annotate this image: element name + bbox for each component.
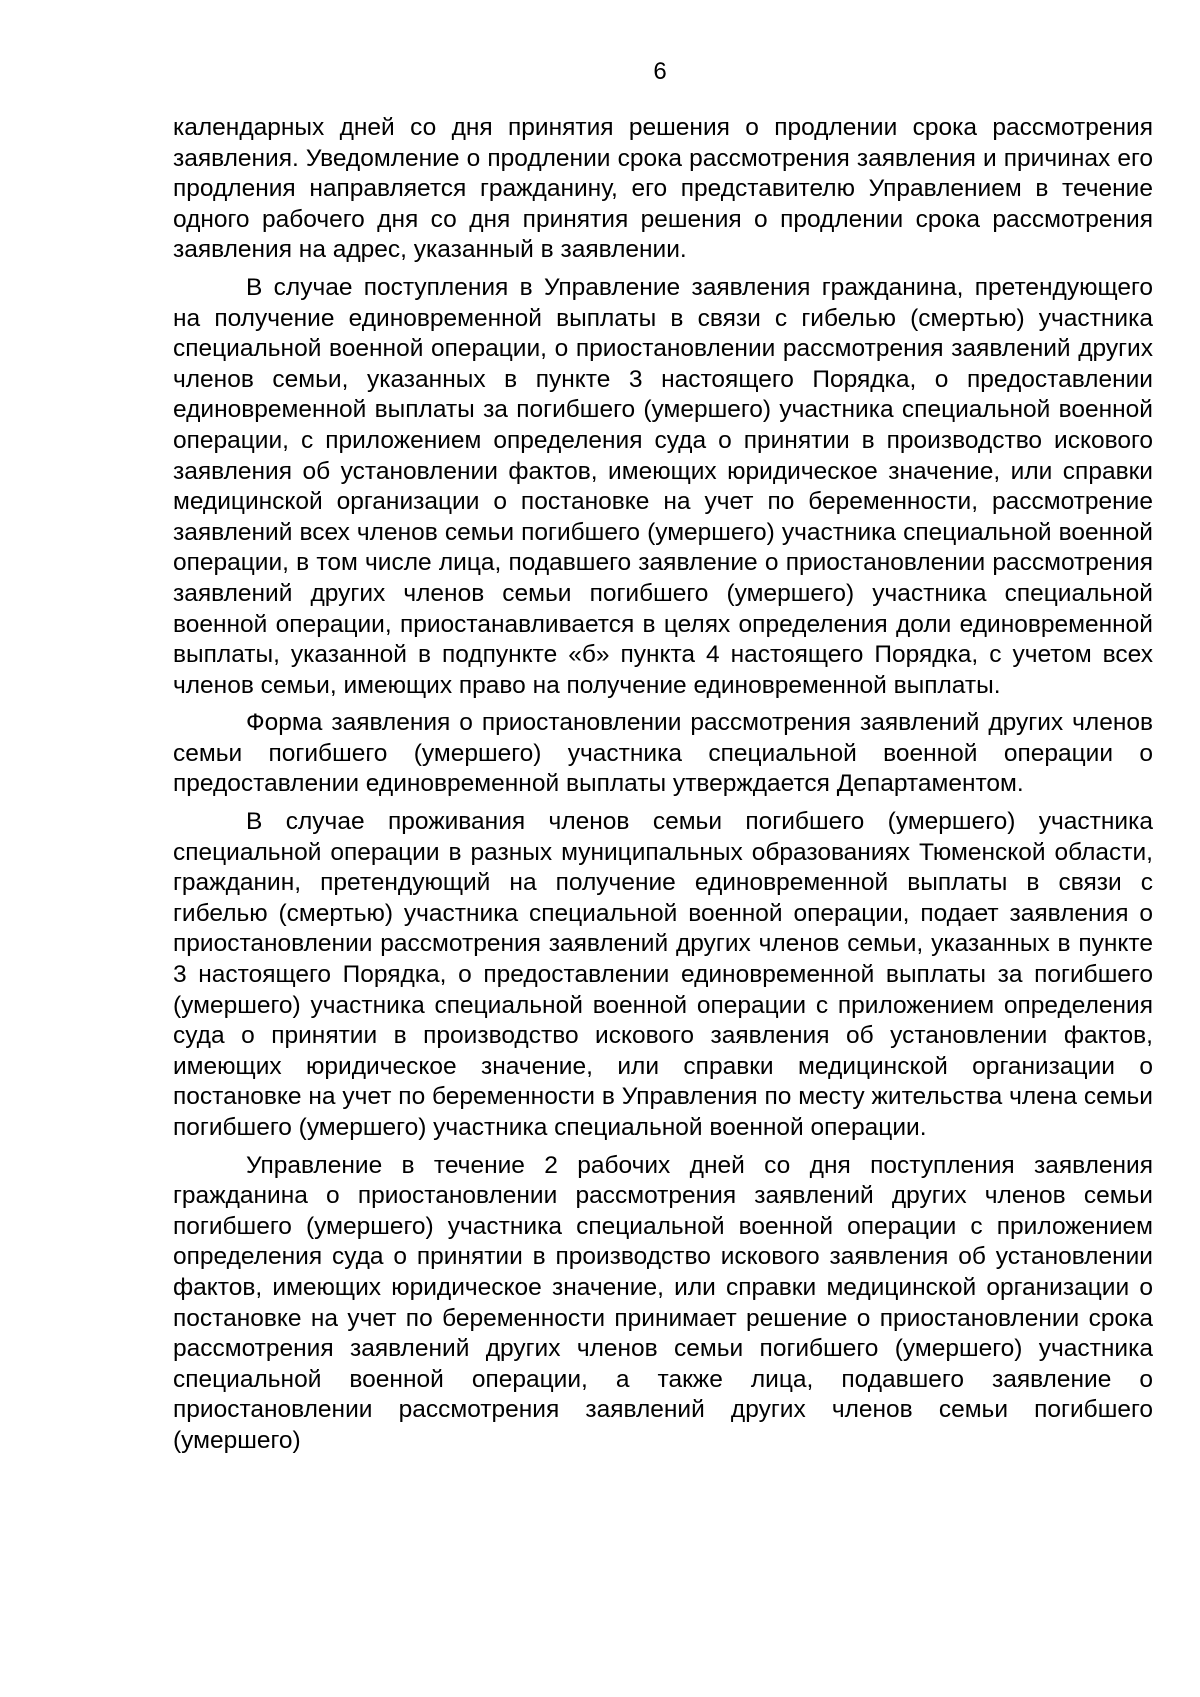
paragraph-decision-deadline: Управление в течение 2 рабочих дней со дня поступления заявления гражданина о приостановлении рассмотрения заявлений других членов семьи погибшего (умершего) участника специальной военной операции с приложением определения суда о принятии в производство искового заявления об установлении фактов, имеющих юридическое значение, или справки медицинской организации о постановке на учет по беременности принимает решение о приостановлении срока рассмотрения заявлений других членов семьи погибшего (умершего) участника специальной военной операции, а также лица, подавшего заявление о приостановлении рассмотрения заявлений других членов семьи погибшего (умершего) <box>173 1151 1153 1454</box>
page-number: 6 <box>653 58 667 85</box>
paragraph-application-form: Форма заявления о приостановлении рассмотрения заявлений других членов семьи погибшего (умершего) участника специальной военной операции о предоставлении единовременной выплаты утверждается Департаментом. <box>173 709 1153 798</box>
document-body <box>173 113 1153 1457</box>
paragraph-continuation: календарных дней со дня принятия решения о продлении срока рассмотрения заявления. Уведомление о продлении срока рассмотрения заявления и причинах его продления направляется гражданину, его представителю Управлением в течение одного рабочего дня со дня принятия решения о продлении срока рассмотрения заявления на адрес, указанный в заявлении. <box>173 114 1153 264</box>
paragraph-suspension-on-application: В случае поступления в Управление заявления гражданина, претендующего на получение единовременной выплаты в связи с гибелью (смертью) участника специальной военной операции, о приостановлении рассмотрения заявлений других членов семьи, указанных в пункте 3 настоящего Порядка, о предоставлении единовременной выплаты за погибшего (умершего) участника специальной военной операции, с приложением определения суда о принятии в производство искового заявления об установлении фактов, имеющих юридическое значение, или справки медицинской организации о постановке на учет по беременности, рассмотрение заявлений всех членов семьи погибшего (умершего) участника специальной военной операции, в том числе лица, подавшего заявление о приостановлении рассмотрения заявлений других членов семьи погибшего (умершего) участника специальной военной операции, приостанавливается в целях определения доли единовременной выплаты, указанной в подпункте «б» пункта 4 настоящего Порядка, с учетом всех членов семьи, имеющих право на получение единовременной выплаты. <box>173 273 1153 699</box>
paragraph-different-municipalities: В случае проживания членов семьи погибшего (умершего) участника специальной операции в разных муниципальных образованиях Тюменской области, гражданин, претендующий на получение единовременной выплаты в связи с гибелью (смертью) участника специальной военной операции, подает заявления о приостановлении рассмотрения заявлений других членов семьи, указанных в пункте 3 настоящего Порядка, о предоставлении единовременной выплаты за погибшего (умершего) участника специальной военной операции с приложением определения суда о принятии в производство искового заявления об установлении фактов, имеющих юридическое значение, или справки медицинской организации о постановке на учет по беременности в Управления по месту жительства члена семьи погибшего (умершего) участника специальной военной операции. <box>173 808 1153 1141</box>
